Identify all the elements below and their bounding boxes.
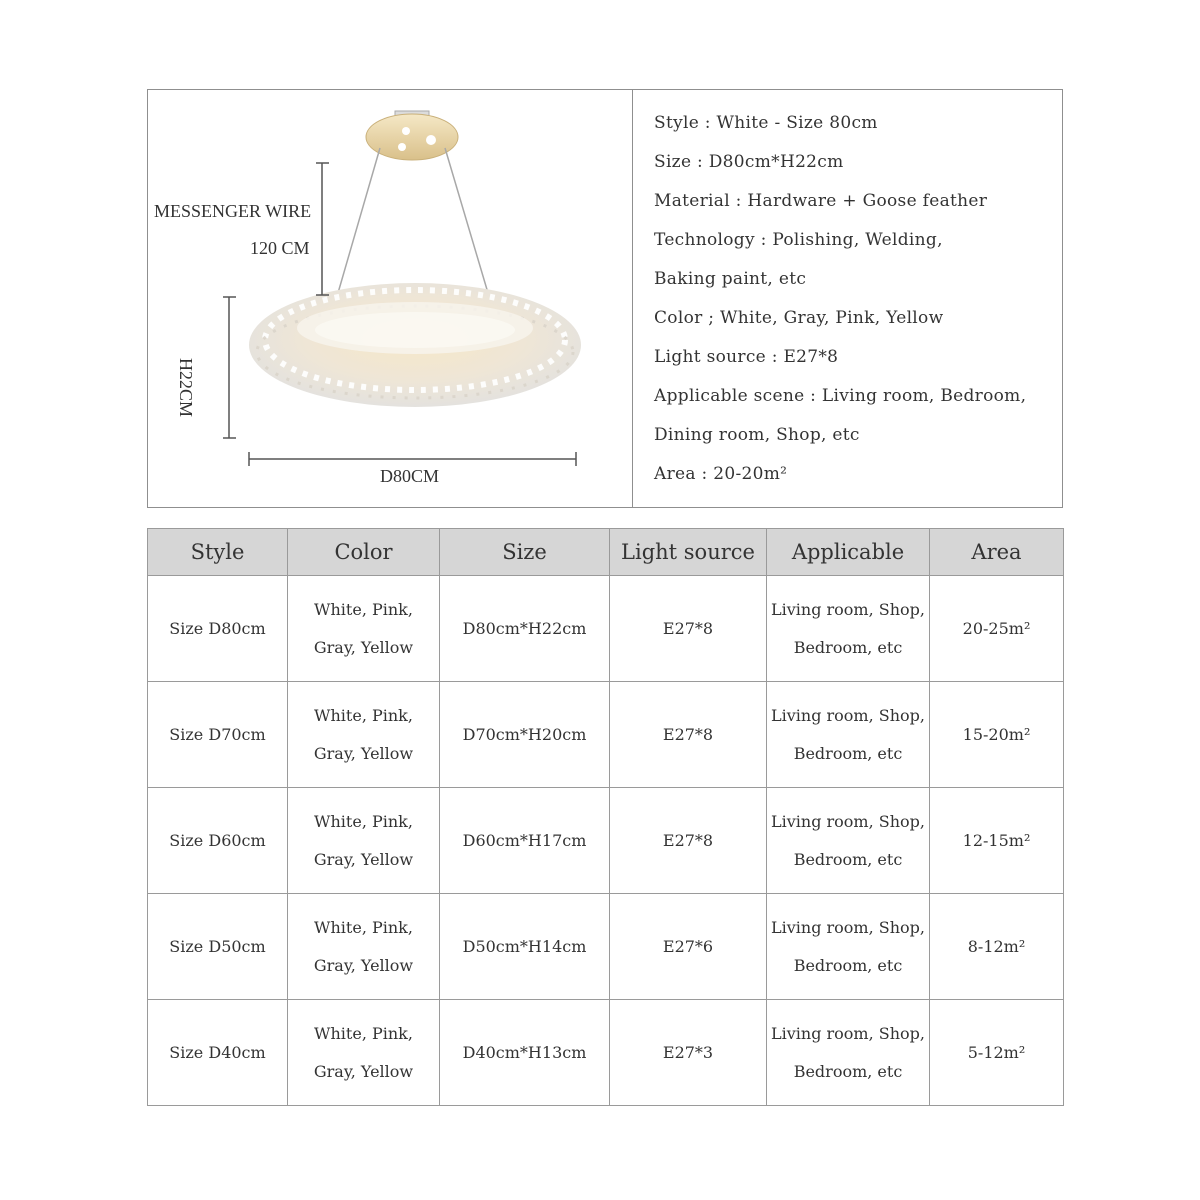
spec-style: Style : White - Size 80cm [654,113,878,133]
spec-material: Material : Hardware + Goose feather [654,191,988,211]
cell-light-source: E27*6 [610,894,767,1000]
cell-color: White, Pink, Gray, Yellow [288,682,440,788]
cell-light-source: E27*8 [610,788,767,894]
cell-light-source: E27*8 [610,682,767,788]
cell-applicable: Living room, Shop, Bedroom, etc [767,682,930,788]
spec-size: Size : D80cm*H22cm [654,152,844,172]
cell-applicable: Living room, Shop, Bedroom, etc [767,894,930,1000]
messenger-wire-label: MESSENGER WIRE [154,201,312,221]
table-row [148,894,1064,1000]
cell-style: Size D50cm [148,894,288,1000]
table-row [148,576,1064,682]
cell-style: Size D80cm [148,576,288,682]
cell-size: D40cm*H13cm [440,1000,610,1106]
cell-area: 20-25m² [930,576,1064,682]
cell-style: Size D40cm [148,1000,288,1106]
size-table [147,528,1064,1106]
cell-size: D80cm*H22cm [440,576,610,682]
spec-applicable-scene-cont: Dining room, Shop, etc [654,425,860,445]
header-light-source: Light source [610,529,767,576]
cell-area: 8-12m² [930,894,1064,1000]
cell-color: White, Pink, Gray, Yellow [288,576,440,682]
cell-size: D50cm*H14cm [440,894,610,1000]
cell-area: 12-15m² [930,788,1064,894]
product-spec-panel [147,89,1063,508]
table-header-row [148,529,1064,576]
cell-style: Size D70cm [148,682,288,788]
messenger-wire-left [338,148,380,293]
cell-light-source: E27*8 [610,576,767,682]
diameter-label: D80CM [380,466,440,486]
spec-color: Color ; White, Gray, Pink, Yellow [654,308,944,328]
table-row [148,1000,1064,1106]
cell-applicable: Living room, Shop, Bedroom, etc [767,788,930,894]
spec-technology-cont: Baking paint, etc [654,269,807,289]
cell-color: White, Pink, Gray, Yellow [288,894,440,1000]
cell-size: D70cm*H20cm [440,682,610,788]
table-row [148,682,1064,788]
cell-style: Size D60cm [148,788,288,894]
header-applicable: Applicable [767,529,930,576]
chandelier-drawing [148,90,632,507]
spec-area: Area : 20-20m² [654,464,788,484]
messenger-wire-right [445,148,488,293]
cell-color: White, Pink, Gray, Yellow [288,1000,440,1106]
cell-light-source: E27*3 [610,1000,767,1106]
cell-size: D60cm*H17cm [440,788,610,894]
spec-light-source: Light source : E27*8 [654,347,839,367]
header-color: Color [288,529,440,576]
ceiling-canopy [366,114,458,160]
wire-length-label: 120 CM [250,238,310,258]
cell-color: White, Pink, Gray, Yellow [288,788,440,894]
header-style: Style [148,529,288,576]
cell-area: 15-20m² [930,682,1064,788]
cell-area: 5-12m² [930,1000,1064,1106]
header-size: Size [440,529,610,576]
spec-applicable-scene: Applicable scene : Living room, Bedroom, [654,386,1027,406]
header-area: Area [930,529,1064,576]
height-label: H22CM [176,358,196,418]
table-row [148,788,1064,894]
panel-divider [632,90,633,507]
cell-applicable: Living room, Shop, Bedroom, etc [767,1000,930,1106]
cell-applicable: Living room, Shop, Bedroom, etc [767,576,930,682]
spec-technology: Technology : Polishing, Welding, [654,230,943,250]
product-illustration [148,90,632,507]
spec-list [654,112,1054,502]
